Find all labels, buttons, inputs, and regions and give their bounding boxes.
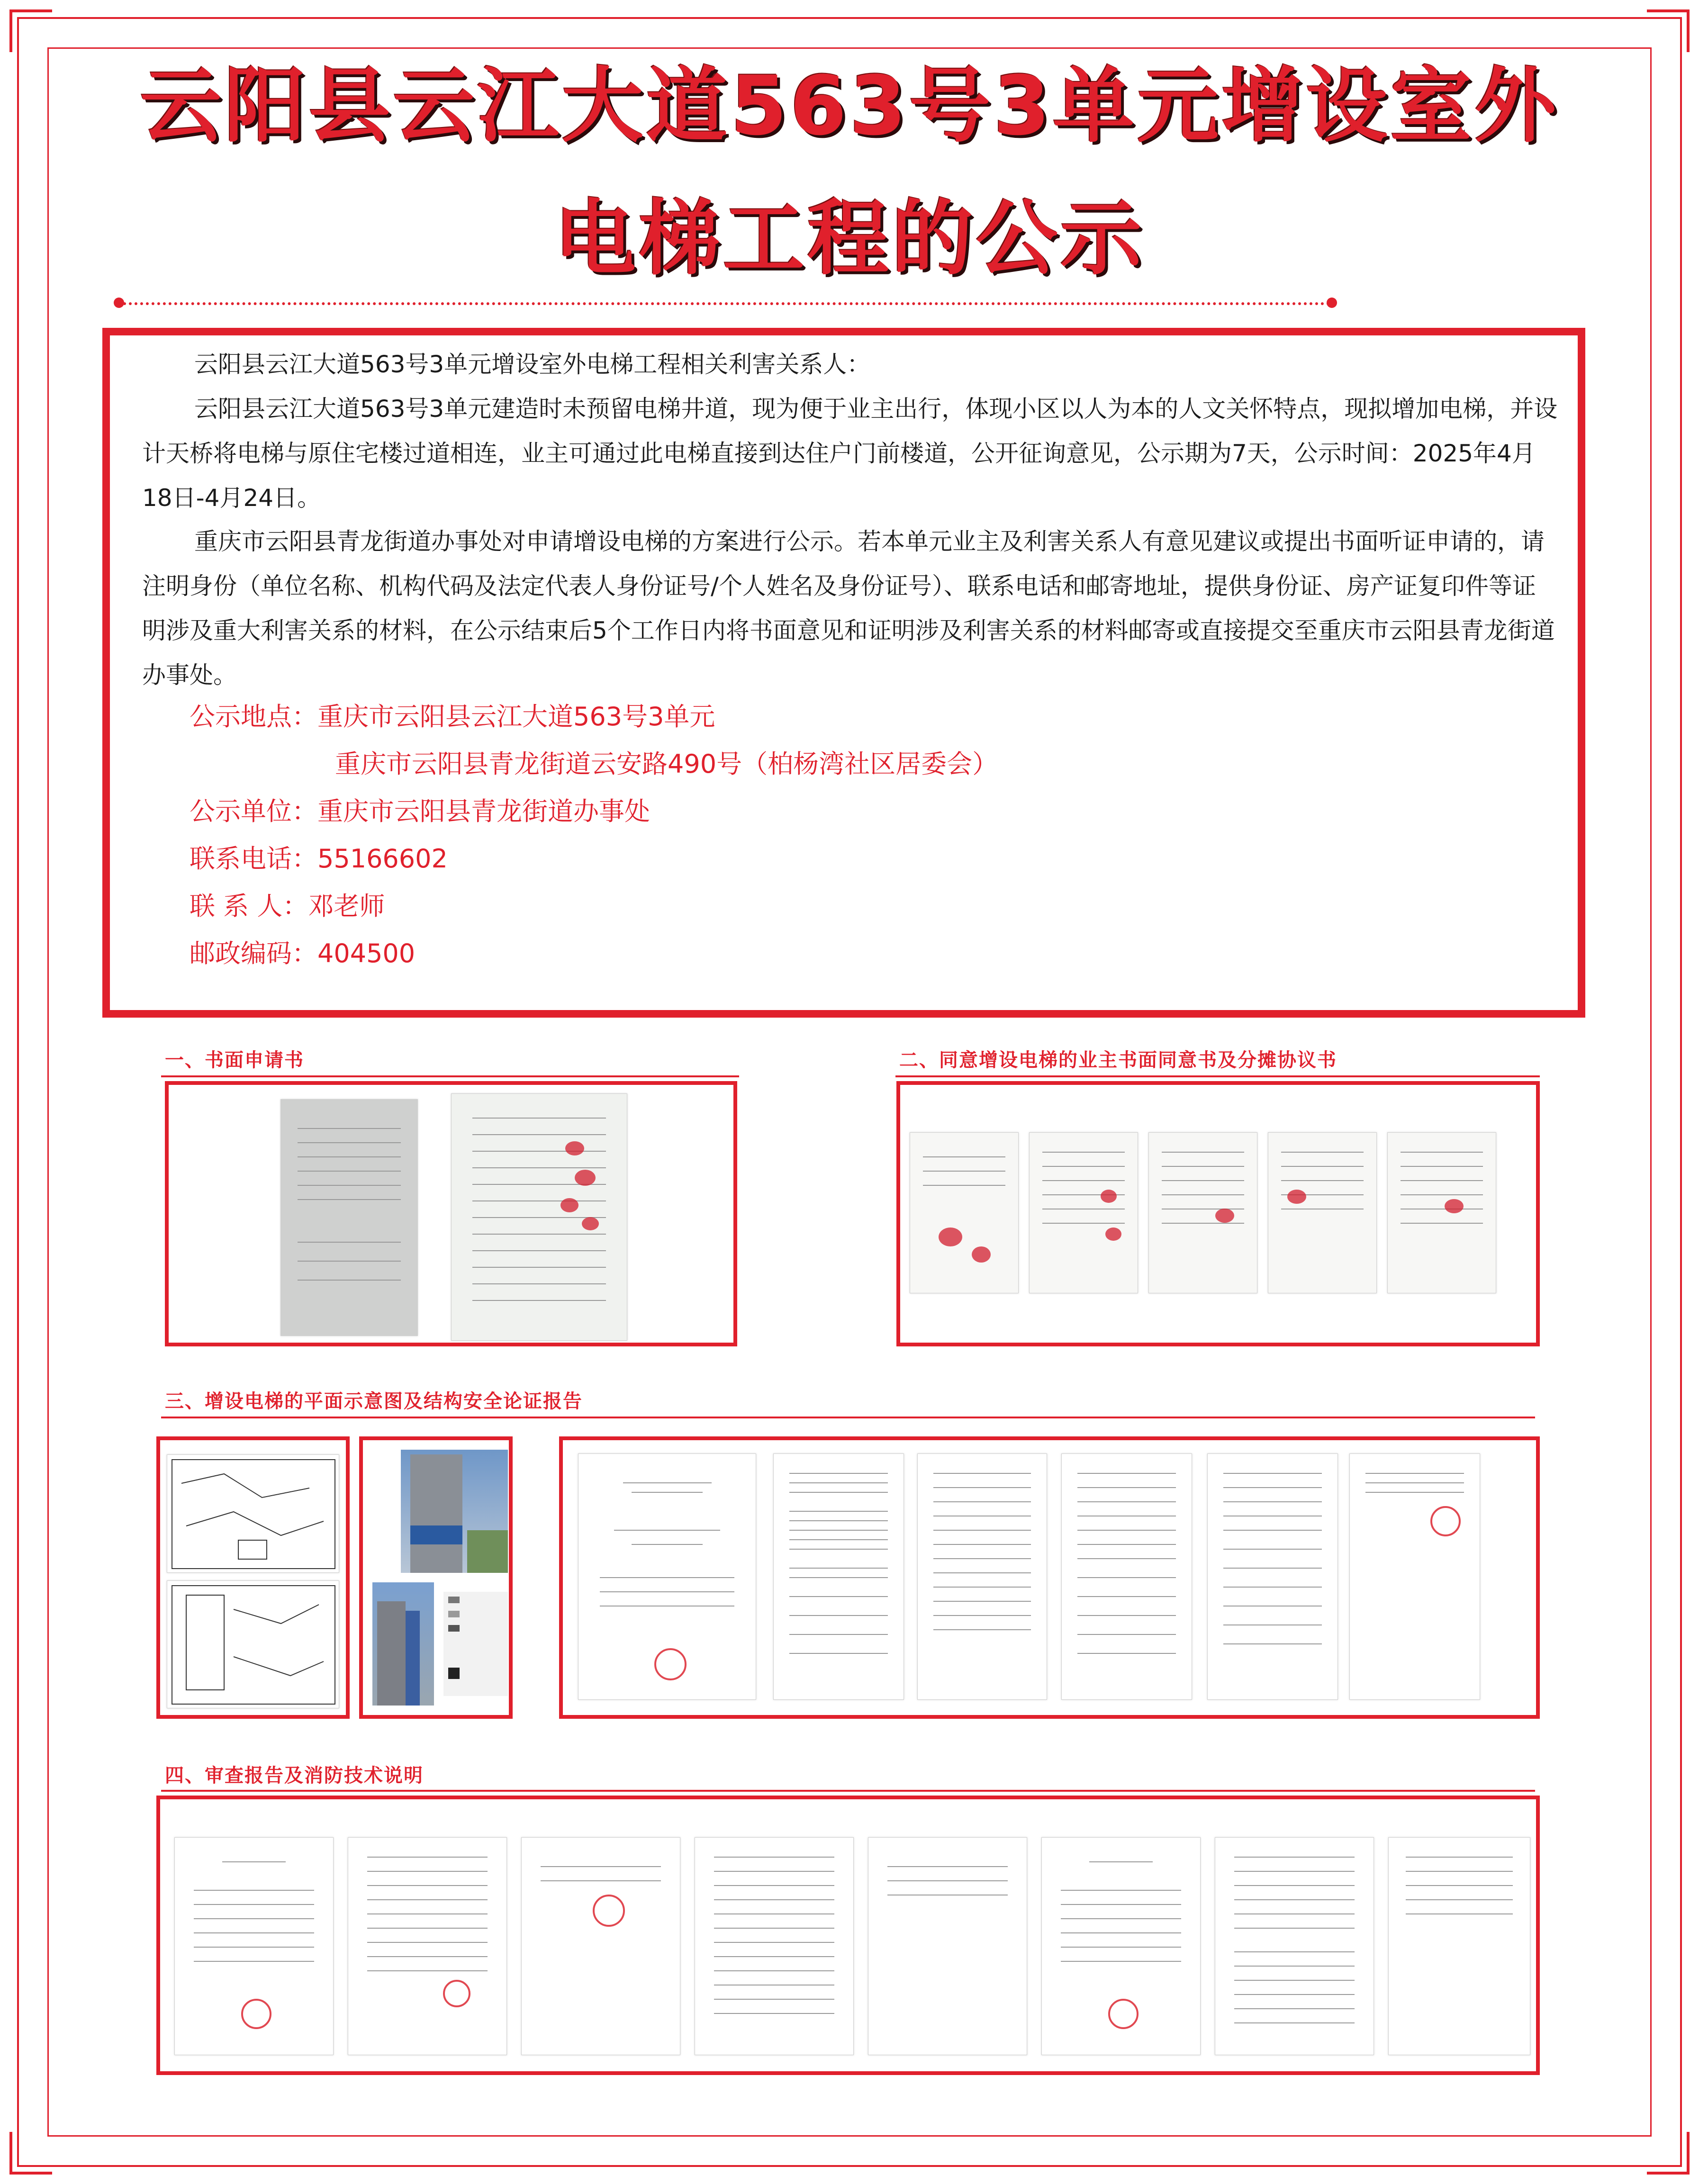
report-signature-page	[1349, 1453, 1480, 1700]
corner-ornament	[1647, 9, 1690, 52]
signature-sheet-photo	[1387, 1132, 1496, 1293]
page-title-line1: 云阳县云江大道563号3单元增设室外	[140, 58, 1559, 153]
review-report-page	[348, 1837, 507, 2055]
section-4-underline	[161, 1790, 1535, 1792]
material-legend	[443, 1592, 508, 1696]
section-1-underline	[161, 1075, 739, 1077]
contact-label: 联 系 人：	[190, 891, 308, 921]
site-plan-svg	[167, 1581, 339, 1708]
phone-label: 联系电话：	[190, 844, 317, 874]
site-plan-svg	[167, 1455, 339, 1573]
report-cover-page	[578, 1453, 756, 1700]
separator-dot	[1327, 298, 1337, 308]
review-report-page	[521, 1837, 680, 2055]
section-2-underline	[895, 1075, 1540, 1077]
report-page	[1207, 1453, 1338, 1700]
notice-postcode	[190, 941, 415, 966]
section-1-panel	[165, 1081, 737, 1346]
location-value-2: 重庆市云阳县青龙街道云安路490号（柏杨湾社区居委会）	[335, 749, 998, 779]
postcode-label: 邮政编码：	[190, 939, 317, 968]
notice-phone	[190, 846, 448, 872]
report-page	[773, 1453, 904, 1700]
site-plan-drawing	[167, 1454, 339, 1573]
cost-sharing-agreement-photo	[1268, 1132, 1377, 1293]
contact-value: 邓老师	[308, 891, 385, 921]
certificate-page	[1041, 1837, 1201, 2055]
review-form-page	[695, 1837, 854, 2055]
notice-location	[190, 704, 715, 730]
cost-sharing-agreement-photo	[1148, 1132, 1257, 1293]
corner-ornament	[9, 2132, 52, 2175]
unit-label: 公示单位：	[190, 796, 317, 826]
phone-value: 55166602	[317, 844, 448, 874]
notice-contact	[190, 893, 385, 919]
section-3-title: 三、增设电梯的平面示意图及结构安全论证报告	[165, 1390, 583, 1412]
fire-safety-form-page	[1388, 1837, 1530, 2055]
review-report-panel	[156, 1796, 1540, 2075]
elevator-rendering	[372, 1582, 434, 1706]
notice-paragraph-2: 重庆市云阳县青龙街道办事处对申请增设电梯的方案进行公示。若本单元业主及利害关系人有意见建议或提出书面听证申请的，请注明身份（单位名称、机构代码及法定代表人身份证号/个人姓名及身份证号）、联系电话和邮寄地址，提供身份证、房产证复印件等证明涉及重大利害关系的材料，在公示结束后5个工作日内将书面意见和证明涉及利害关系的材料邮寄或直接提交至重庆市云阳县青龙街道办事处。	[142, 528, 1555, 689]
corner-ornament	[1647, 2132, 1690, 2175]
section-4-title: 四、审查报告及消防技术说明	[165, 1765, 424, 1787]
fire-safety-report-page	[1215, 1837, 1374, 2055]
section-2-panel	[896, 1081, 1540, 1346]
unit-value: 重庆市云阳县青龙街道办事处	[317, 796, 650, 826]
consent-form-photo	[1029, 1132, 1138, 1293]
notice-salutation: 云阳县云江大道563号3单元增设室外电梯工程相关利害关系人：	[194, 351, 871, 378]
rendering-panel	[359, 1436, 513, 1719]
consent-form-photo	[910, 1132, 1019, 1293]
floor-plan-panel	[156, 1436, 350, 1719]
postcode-value: 404500	[317, 939, 416, 968]
location-label: 公示地点：	[190, 702, 317, 731]
application-letter-photo	[280, 1099, 418, 1336]
structural-report-panel	[559, 1436, 1540, 1719]
corner-ornament	[9, 9, 52, 52]
building-photo	[401, 1450, 508, 1573]
location-value-1: 重庆市云阳县云江大道563号3单元	[317, 702, 715, 731]
section-3-underline	[161, 1417, 1535, 1418]
review-form-page	[868, 1837, 1027, 2055]
notice-paragraph-1: 云阳县云江大道563号3单元建造时未预留电梯井道，现为便于业主出行，体现小区以人为本的人文关怀特点，现拟增加电梯，并设计天桥将电梯与原住宅楼过道相连，业主可通过此电梯直接到达住户门前楼道，公开征询意见，公示期为7天，公示时间：2025年4月18日-4月24日。	[142, 395, 1558, 512]
section-1-title: 一、书面申请书	[165, 1049, 304, 1071]
site-plan-drawing	[167, 1580, 339, 1708]
section-2-title: 二、同意增设电梯的业主书面同意书及分摊协议书	[899, 1049, 1337, 1071]
page-title-line2: 电梯工程的公示	[554, 191, 1145, 286]
title-separator	[123, 302, 1336, 305]
report-page	[917, 1453, 1047, 1700]
report-page	[1061, 1453, 1192, 1700]
certificate-page	[174, 1837, 334, 2055]
separator-dot	[114, 298, 124, 308]
signature-list-photo	[451, 1093, 627, 1341]
notice-unit	[190, 796, 650, 826]
